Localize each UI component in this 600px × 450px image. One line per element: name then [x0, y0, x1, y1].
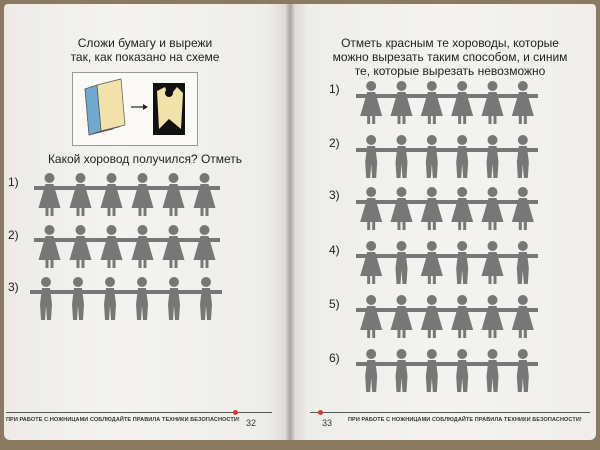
- figure-head: [366, 241, 376, 251]
- right-footer-safety: ПРИ РАБОТЕ С НОЖНИЦАМИ СОБЛЮДАЙТЕ ПРАВИЛА ТЕХНИКИ БЕЗОПАСНОСТИ!: [348, 417, 582, 423]
- left-question: Какой хоровод получился? Отметь: [47, 152, 243, 166]
- figure-head: [169, 277, 179, 287]
- right-garland-2[interactable]: [356, 134, 538, 178]
- figure-head: [138, 173, 148, 183]
- figure-body: [456, 146, 468, 178]
- figure-head: [366, 81, 376, 91]
- figure-head: [397, 81, 407, 91]
- figure-head: [518, 81, 528, 91]
- figure-head: [366, 187, 376, 197]
- figure-head: [73, 277, 83, 287]
- right-item-number-3: 3): [329, 188, 340, 202]
- figure-head: [488, 349, 498, 359]
- figure-body: [456, 360, 468, 392]
- figure-head: [107, 173, 117, 183]
- figure-body: [456, 252, 468, 284]
- figure-body: [72, 288, 84, 320]
- book-spine: [286, 4, 294, 440]
- figure-head: [457, 81, 467, 91]
- left-page: [4, 4, 290, 440]
- figure-body: [487, 146, 499, 178]
- right-garland-1[interactable]: [356, 80, 538, 124]
- right-garland-4[interactable]: [356, 240, 538, 284]
- right-page-number: 33: [322, 418, 333, 428]
- garland-arms: [34, 186, 220, 190]
- left-item-number-2: 2): [8, 228, 19, 242]
- figure-head: [457, 187, 467, 197]
- figure-body: [40, 288, 52, 320]
- arrow-right-icon: [131, 104, 148, 110]
- figure-head: [366, 295, 376, 305]
- right-item-number-1: 1): [329, 82, 340, 96]
- left-item-number-3: 3): [8, 280, 19, 294]
- figure-head: [518, 349, 528, 359]
- figure-head: [457, 241, 467, 251]
- left-item-number-1: 1): [8, 175, 19, 189]
- figure-body: [517, 252, 529, 284]
- figure-head: [137, 277, 147, 287]
- garland-arms: [356, 362, 538, 366]
- figure-head: [427, 187, 437, 197]
- left-instruction-line2: так, как показано на схеме: [70, 50, 220, 64]
- figure-head: [45, 173, 55, 183]
- figure-body: [517, 146, 529, 178]
- figure-head: [488, 135, 498, 145]
- right-footer-line: [310, 412, 590, 413]
- figure-head: [76, 173, 86, 183]
- figure-head: [457, 295, 467, 305]
- right-garland-5[interactable]: [356, 294, 538, 338]
- garland-arms: [356, 148, 538, 152]
- figure-head: [169, 225, 179, 235]
- figure-head: [397, 187, 407, 197]
- folded-paper-icon: [85, 79, 125, 135]
- figure-head: [457, 349, 467, 359]
- figure-head: [107, 225, 117, 235]
- right-item-number-6: 6): [329, 351, 340, 365]
- figure-head: [76, 225, 86, 235]
- figure-body: [426, 360, 438, 392]
- figure-head: [488, 295, 498, 305]
- figure-head: [397, 295, 407, 305]
- right-item-number-4: 4): [329, 243, 340, 257]
- left-footer-dot: [233, 410, 238, 415]
- figure-head: [427, 349, 437, 359]
- right-item-number-2: 2): [329, 136, 340, 150]
- figure-head: [45, 225, 55, 235]
- figure-head: [488, 187, 498, 197]
- right-footer-dot: [318, 410, 323, 415]
- garland-arms: [356, 254, 538, 258]
- left-garland-1[interactable]: [34, 172, 220, 216]
- folding-diagram: [72, 72, 198, 146]
- figure-body: [396, 146, 408, 178]
- figure-head: [200, 225, 210, 235]
- figure-body: [426, 146, 438, 178]
- right-garland-3[interactable]: [356, 186, 538, 230]
- right-instruction-line3: те, которые вырезать невозможно: [354, 64, 546, 78]
- figure-head: [518, 295, 528, 305]
- figure-body: [396, 252, 408, 284]
- figure-head: [518, 135, 528, 145]
- figure-body: [200, 288, 212, 320]
- figure-body: [517, 360, 529, 392]
- figure-head: [366, 349, 376, 359]
- figure-head: [105, 277, 115, 287]
- figure-body: [168, 288, 180, 320]
- garland-arms: [30, 290, 222, 294]
- figure-head: [518, 241, 528, 251]
- figure-head: [366, 135, 376, 145]
- left-garland-3[interactable]: [30, 276, 222, 320]
- cutout-pattern-icon: [153, 83, 185, 135]
- figure-head: [427, 81, 437, 91]
- figure-head: [200, 173, 210, 183]
- figure-head: [397, 241, 407, 251]
- left-page-number: 32: [246, 418, 257, 428]
- figure-head: [397, 135, 407, 145]
- left-footer-safety: ПРИ РАБОТЕ С НОЖНИЦАМИ СОБЛЮДАЙТЕ ПРАВИЛА ТЕХНИКИ БЕЗОПАСНОСТИ!: [6, 417, 240, 423]
- right-instruction-line1: Отметь красным те хороводы, которые: [341, 36, 559, 50]
- figure-head: [488, 81, 498, 91]
- right-garland-6[interactable]: [356, 348, 538, 392]
- garland-arms: [356, 94, 538, 98]
- figure-body: [136, 288, 148, 320]
- figure-head: [169, 173, 179, 183]
- figure-body: [487, 360, 499, 392]
- figure-head: [427, 295, 437, 305]
- garland-arms: [356, 200, 538, 204]
- figure-head: [518, 187, 528, 197]
- figure-head: [457, 135, 467, 145]
- figure-body: [365, 360, 377, 392]
- garland-arms: [34, 238, 220, 242]
- figure-head: [138, 225, 148, 235]
- left-garland-2[interactable]: [34, 224, 220, 268]
- figure-body: [365, 146, 377, 178]
- garland-arms: [356, 308, 538, 312]
- figure-body: [396, 360, 408, 392]
- figure-head: [41, 277, 51, 287]
- figure-head: [427, 241, 437, 251]
- figure-head: [488, 241, 498, 251]
- figure-head: [397, 349, 407, 359]
- right-item-number-5: 5): [329, 297, 340, 311]
- right-instruction-line2: можно вырезать таким способом, и синим: [332, 50, 568, 64]
- figure-head: [427, 135, 437, 145]
- left-instruction-line1: Сложи бумагу и вырежи: [77, 36, 213, 50]
- figure-body: [104, 288, 116, 320]
- figure-head: [201, 277, 211, 287]
